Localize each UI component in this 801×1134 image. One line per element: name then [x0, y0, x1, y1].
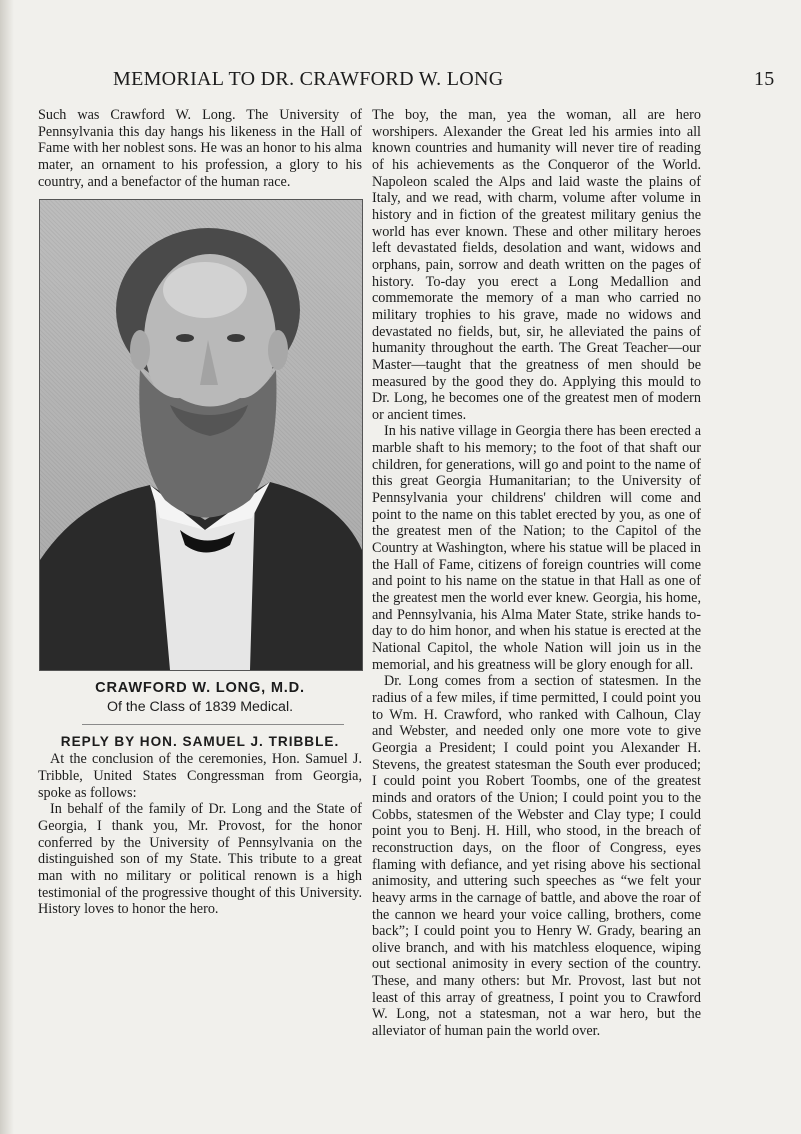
- section-heading: REPLY BY HON. SAMUEL J. TRIBBLE.: [60, 733, 340, 749]
- portrait-caption: [38, 680, 362, 715]
- paragraph: In his native village in Georgia there has been erected a marble shaft to his memory; to the foot of that shaft our children, for generations, will go and point to the name of this great Georgia Humanitarian; to the University of Pennsylvania your childrens' children will come and point to the name on this tablet erected by you, as one of the greatest men of the Nation; to the Capitol of the Country at Washington, where his statue will be placed in the Hall of Fame, citizens of foreign countries will come and point to his name on the statue in that Hall as one of the greatest men the world ever knew. Georgia, his home, and Pennsylvania, his Alma Mater State, strike hands to-day to do him honor, and when his statue is erected at the National Capitol, the whole Nation will join us in the memorial, and his greatness will be glory enough for all.: [372, 423, 701, 673]
- page-title: MEMORIAL TO DR. CRAWFORD W. LONG: [113, 68, 504, 90]
- right-column: [372, 107, 701, 1040]
- portrait-illustration: [40, 200, 362, 670]
- left-column: [38, 107, 362, 918]
- opening-paragraph: Such was Crawford W. Long. The University of Pennsylvania this day hangs his likeness in the Hall of Fame with her noblest sons. He was an honor to his alma mater, an ornament to his profession, a glory to his country, and a benefactor of the human race.: [38, 107, 362, 190]
- paragraph: The boy, the man, yea the woman, all are hero worshipers. Alexander the Great led his armies into all known countries and humanity will never tire of reading of his achievements as the Conqueror of the World. Napoleon scaled the Alps and laid waste the plains of Italy, and we read, with charm, volume after volume in history and in fiction of the greatest military genius the world has ever known. These and other military heroes left devastated fields, desolation and want, widows and orphans, pain, sorrow and death written on the pages of history. To-day you erect a Long Medallion and commemorate the memory of a man who carried no military trophies to his grave, made no widows and devastated no fields, but, sir, he alleviated the pains of humanity throughout the earth. The Great Teacher—our Master—taught that the greatness of men should be measured by the good they do. Applying this mould to Dr. Long, he becomes one of the greatest men of modern or ancient times.: [372, 107, 701, 423]
- paragraph: At the conclusion of the ceremonies, Hon. Samuel J. Tribble, United States Congressman from Georgia, spoke as follows:: [38, 751, 362, 801]
- page-number: 15: [754, 68, 775, 90]
- paragraph: In behalf of the family of Dr. Long and the State of Georgia, I thank you, Mr. Provost, for the honor conferred by the University of Pennsylvania on the distinguished son of my State. This tribute to a great man with no military or political renown is a high testimonial of the progressive thought of this University. History loves to honor the hero.: [38, 801, 362, 918]
- portrait-photo: [39, 199, 363, 671]
- section-divider: [82, 724, 344, 725]
- caption-subtitle: Of the Class of 1839 Medical.: [106, 698, 294, 715]
- page-edge-shadow: [0, 0, 14, 1134]
- caption-name: CRAWFORD W. LONG, M.D.: [95, 680, 305, 697]
- paragraph: Dr. Long comes from a section of statesmen. In the radius of a few miles, if time permitted, I could point you to Wm. H. Crawford, who ranked with Calhoun, Clay and Webster, and needed only one more vote to give Georgia a President; I could point you Alexander H. Stevens, the greatest statesman the South ever produced; I could point you Robert Toombs, one of the greatest minds and orators of the Union; I could point you to the Cobbs, statesmen of the Webster and Clay type; I could point you to Benj. H. Hill, who stood, in the breach of reconstruction days, on the floor of Congress, eyes flaming with defiance, and yet rising above his sectional animosity, and uttering such speeches as “we felt your heavy arms in the carnage of battle, and above the roar of the cannon we heard your voice calling, brothers, come back”; I could point you to Henry W. Grady, bearing an olive branch, and with his matchless eloquence, wiping out sectional animosity in every section of the country. These, and many others: but Mr. Provost, last but not least of this array of greatness, I point you to Crawford W. Long, not a statesman, not a war hero, but the alleviator of human pain the world over.: [372, 673, 701, 1040]
